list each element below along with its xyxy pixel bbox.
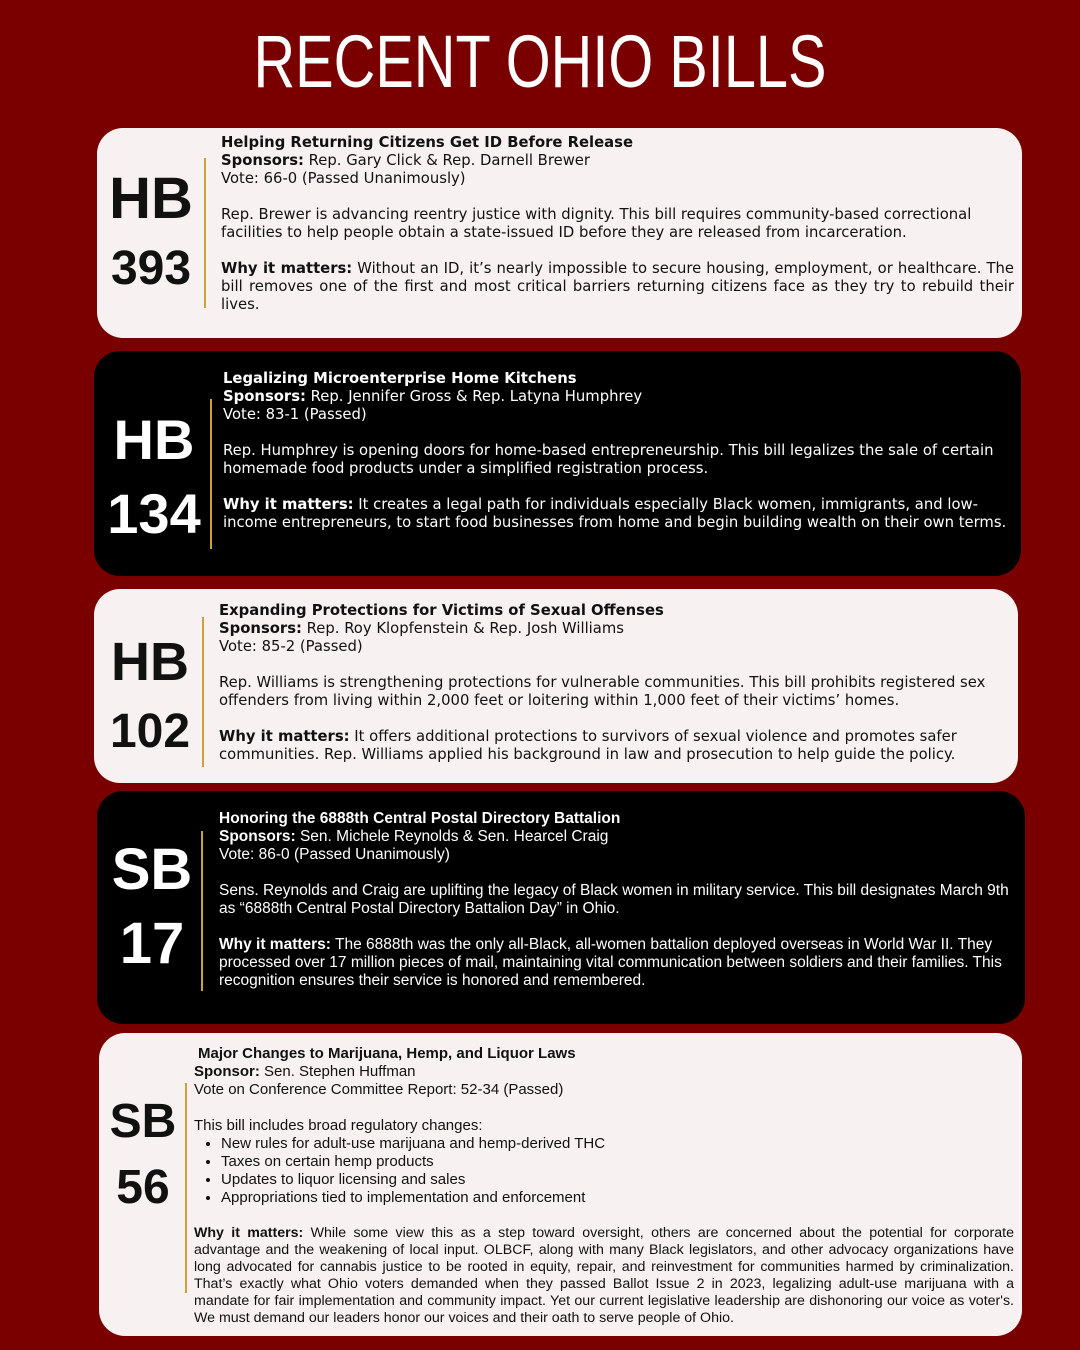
bill-headline: Expanding Protections for Victims of Sexual Offenses	[219, 602, 664, 619]
bill-type: HB	[109, 166, 193, 231]
bill-content	[223, 370, 1008, 532]
bill-why-it-matters: Why it matters: Without an ID, it’s nearly impossible to secure housing, employment, or healthcare. The bill removes one of the first and most critical barriers returning citizens face as they try to rebuild their lives.	[221, 260, 1014, 313]
bill-vote: Vote: 83-1 (Passed)	[223, 406, 367, 423]
bill-sponsors: Sponsors: Rep. Gary Click & Rep. Darnell Brewer	[221, 152, 590, 169]
bill-description: This bill includes broad regulatory changes:	[194, 1117, 483, 1134]
bill-divider	[201, 831, 203, 991]
bill-divider	[202, 617, 204, 767]
bill-type: SB	[111, 837, 193, 902]
bill-why-it-matters: Why it matters: It creates a legal path for individuals especially Black women, immigrants, and low-income entrepreneurs, to start food businesses from home and begin building wealth on their own terms.	[223, 496, 1007, 531]
bill-description: Sens. Reynolds and Craig are uplifting the legacy of Black women in military service. This bill designates March 9th as “6888th Central Postal Directory Battalion Day” in Ohio.	[219, 882, 1009, 917]
bill-vote: Vote: 85-2 (Passed)	[219, 638, 363, 655]
bill-divider	[185, 1083, 187, 1293]
bill-id	[96, 627, 204, 767]
bill-content	[219, 810, 1019, 990]
bill-number: 17	[119, 911, 185, 976]
bill-type: HB	[113, 408, 195, 471]
bill-vote: Vote: 86-0 (Passed Unanimously)	[219, 846, 450, 863]
bill-description: Rep. Brewer is advancing reentry justice with dignity. This bill requires community-based correctional facilities to help people obtain a state-issued ID before they are released from incarceration.	[221, 206, 972, 241]
list-item: • Appropriations tied to implementation and enforcement	[221, 1189, 1014, 1207]
bill-content	[219, 602, 1009, 764]
bill-id	[100, 833, 204, 981]
bill-headline: Helping Returning Citizens Get ID Before Release	[221, 134, 633, 151]
bill-why-it-matters: Why it matters: It offers additional protections to survivors of sexual violence and promotes safer communities. Rep. Williams applied his background in law and prosecution to help guide the policy.	[219, 728, 957, 763]
bill-vote: Vote: 66-0 (Passed Unanimously)	[221, 170, 466, 187]
bill-type: SB	[109, 1095, 177, 1148]
bill-why-it-matters: Why it matters: The 6888th was the only all-Black, all-women battalion deployed overseas in World War II. They processed over 17 million pieces of mail, maintaining vital communication between soldiers and their families. This recognition ensures their service is honored and remembered.	[219, 936, 1002, 989]
list-item: • Taxes on certain hemp products	[221, 1153, 1014, 1171]
page-title: RECENT OHIO BILLS	[253, 20, 827, 103]
list-item: • Updates to liquor licensing and sales	[221, 1171, 1014, 1189]
bill-id	[105, 1089, 181, 1221]
bill-content	[221, 134, 1014, 314]
bill-card-sb56	[99, 1033, 1022, 1336]
bill-headline: Major Changes to Marijuana, Hemp, and Liquor Laws	[198, 1045, 576, 1062]
bill-description: Rep. Humphrey is opening doors for home-based entrepreneurship. This bill legalizes the sale of certain homemade food products under a simplified registration process.	[223, 442, 994, 477]
bill-content	[194, 1045, 1014, 1327]
bill-sponsors: Sponsors: Rep. Jennifer Gross & Rep. Latyna Humphrey	[223, 388, 643, 405]
bill-bullet-list	[194, 1135, 1014, 1207]
bill-sponsors: Sponsors: Sen. Michele Reynolds & Sen. Hearcel Craig	[219, 828, 609, 845]
bill-number: 102	[109, 705, 191, 758]
bill-card-hb134	[94, 351, 1021, 576]
bill-type: HB	[111, 632, 189, 692]
bill-headline: Honoring the 6888th Central Postal Directory Battalion	[219, 810, 621, 827]
bill-card-sb17	[97, 791, 1025, 1024]
bill-sponsors: Sponsors: Rep. Roy Klopfenstein & Rep. Josh Williams	[219, 620, 624, 637]
bill-number: 393	[110, 242, 192, 295]
bill-vote: Vote on Conference Committee Report: 52-34 (Passed)	[194, 1081, 564, 1098]
bill-card-hb102	[94, 589, 1018, 783]
bill-id	[97, 164, 205, 304]
bill-divider	[210, 399, 212, 549]
bill-headline: Legalizing Microenterprise Home Kitchens	[223, 370, 577, 387]
bill-number: 134	[107, 482, 201, 545]
bill-id	[100, 403, 208, 551]
bill-description: Rep. Williams is strengthening protections for vulnerable communities. This bill prohibits registered sex offenders from living within 2,000 feet or loitering within 1,000 feet of their victims’ homes.	[219, 674, 986, 709]
bill-card-hb393	[97, 128, 1022, 338]
list-item: • New rules for adult-use marijuana and hemp-derived THC	[221, 1135, 1014, 1153]
bill-sponsors: Sponsor: Sen. Stephen Huffman	[194, 1063, 416, 1080]
bill-why-it-matters: Why it matters: While some view this as a step toward oversight, others are concerned about the potential for corporate advantage and the weakening of local input. OLBCF, along with many Black legislators, and other advocacy organizations have long advocated for cannabis justice to be rooted in equity, repair, and reinvestment for communities harmed by criminalization. That’s exactly what Ohio voters demanded when they passed Ballot Issue 2 in 2023, legalizing adult-use marijuana with a mandate for fair implementation and community impact. Yet our current legislative leadership are dishonoring our voice as voter's. We must demand our leaders honor our voices and their oath to serve people of Ohio.	[194, 1225, 1014, 1326]
bill-number: 56	[116, 1161, 170, 1214]
bill-divider	[204, 158, 206, 308]
